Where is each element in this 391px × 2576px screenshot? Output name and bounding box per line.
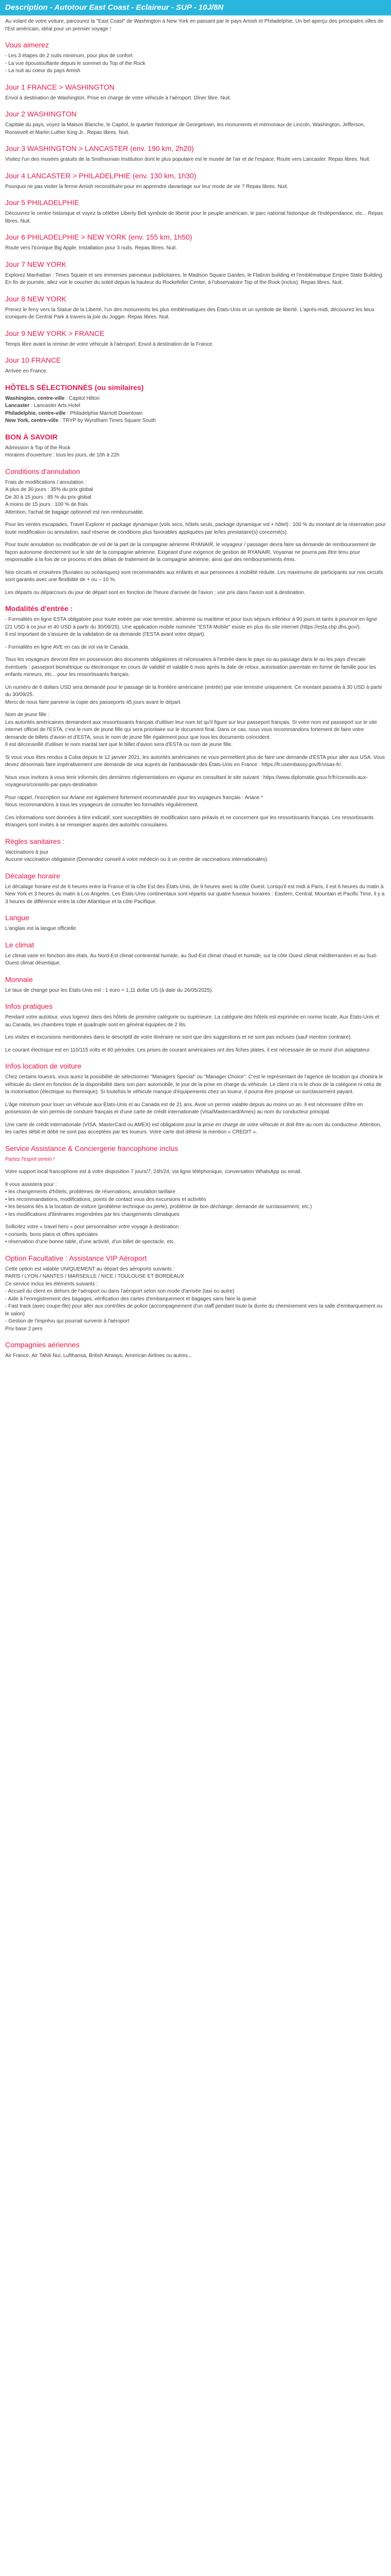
- option-heading: Option Facultative : Assistance VIP Aéroport: [5, 1253, 147, 1262]
- bon-a-savoir-heading: BON À SAVOIR: [5, 432, 58, 441]
- intro-text: Au volant de votre voiture, parcourez la "East Coast" de Washington à New York en passant par le pays Amish et Philadelphie. Un bel aperçu des principales villes de l'Est américain, idéal pour un premier voyage !: [5, 19, 384, 32]
- itinerary: [5, 82, 386, 376]
- compagnies-text: Air France, Air Tahiti Nui, Lufthansa, British Airways, American Airlines ou autres...: [5, 1353, 192, 1359]
- day-text: Route vers l'iconique Big Apple. Installation pour 3 nuits. Repas libres. Nuit.: [5, 245, 177, 251]
- formalites-paragraph: Un numéro de 6 dollars USD sera demandé pour le passage de la frontière américaine (entrée) par voie terrestre uniquement. Ce montant passera à 30 USD à partir du 30/09/25. Merci de nous faire parvenir la copie des passeports 45 jours avant le départ.: [5, 684, 382, 705]
- day-heading: Jour 1 FRANCE > WASHINGTON: [5, 82, 115, 91]
- day-heading: Jour 5 PHILADELPHIE: [5, 198, 79, 207]
- day-heading: Jour 10 FRANCE: [5, 356, 61, 364]
- day-heading: Jour 9 NEW YORK > FRANCE: [5, 329, 105, 337]
- hotels-list: [5, 395, 386, 425]
- day-text: Envol à destination de Washington. Prise en charge de votre véhicule à l'aéroport. Dîner libre. Nuit.: [5, 95, 231, 101]
- climat-text: Le climat varie en fonction des états. Au Nord-Est climat continental humide, au Sud-Est climat chaud et humide, sur la côte Ouest climat méditerranéen et au Sud-Ouest climat désertique.: [5, 953, 378, 966]
- location-paragraph: Chez certains loueurs, vous aurez la possibilité de sélectionner "Managers Special" ou "Manager Choice". C'est le représentant de l'agence de location qui choisira le véhicule du client en fonction de la disponibilité dans son parc automobile, le jour de la prise en charge du véhicule. Le client n'a ni le choix de la catégorie ni celui de la motorisation (électrique ou thermique). Si toutefois le véhicule manque d'équipements chez un loueur, il pourra être proposé un surclassement payant.: [5, 1074, 383, 1095]
- formalites-paragraph: - Formalités en ligne ESTA obligatoire pour toute entrée par voie terrestre, aérienne ou maritime et pour tous séjours inférieur à 90 jours et tarés à pourvoir en ligne (21 USD à ce jour et 40 USD à partir du 30/09/25). Une application mobile nommée "ESTA Mobile" existe en plus du site internet (https://esta.cbp.dhs.gov/). Il est important de s'assurer de la validation de sa demande (l'ESTA avant votre départ).: [5, 617, 378, 637]
- formalites-paragraph: Nom de jeune fille : Les autorités américaines demandent aux ressortissants français d'utiliser leur nom tel qu'il figure sur leur passeport français. Si votre nom est passeport sur le site internet officiel de l'ESTA, c'est le nom de jeune fille qui sera prioritaire sur le document final. Dans ce cas, nous vous recommandons fortement de faire votre demande de billets d'avion et d'ESTA, sous le nom de jeune fille également pour que tous les documents coïncident. Il est déconseillé d'utiliser le nom marital tant que le billet d'avion sera d'ESTA ou nom de jeune fille.: [5, 712, 377, 748]
- pratiques-paragraph: Le courant électrique est en 110/115 volts et 60 périodes. Les prises de courant américaines ont des fiches plates, il est nécessaire de se munir d'un adaptateur.: [5, 1047, 371, 1053]
- formalites-paragraph: Si vous vous êtes rendus à Cuba depuis le 12 janvier 2021, les autorités américaines ne vous permettent plus de faire une demande d'ESTA pour aller aux USA. Vous devez désormais faire impérativement une demande de visa auprès de l'ambassade des États-Unis en France : https://fr.usembassy.gov/fr/visas-fr/.: [5, 754, 385, 768]
- option-text: Cette option est valable UNIQUEMENT au départ des aéroports suivants : PARIS / LYON / NANTES / MARSEILLE / NICE / TOULOUSE ET BORDEAUX Ce service inclus les éléments suivants : - Accueil du client en dehors de l'aéroport ou dans l'aéroport selon son mode d'arrivée (taxi ou autre) - Aide à l'enregistrement des bagages, vérification des cartes d'embarquement et bagages sans faire la queue - Fast track (avec coupe-file) pour aller aux contrôles de police (accompagnement d'un staff pendant toute la durée du cheminement vers la salle d'embarquement ou le salon) - Gestion de l'imprévu qui pourrait survenir à l'aéroport Prix base 2 pers: [5, 1266, 383, 1332]
- day-heading: Jour 2 WASHINGTON: [5, 110, 77, 118]
- location-paragraph: Une carte de crédit internationale (VISA, MasterCard ou AMEX) est obligatoire pour la prise en charge de votre véhicule et doit être au nom du conducteur. Attention, les cartes débit et débit ne sont pas acceptées par les loueurs. Votre carte doit détenir la mention « CREDIT ».: [5, 1122, 382, 1135]
- pratiques-paragraph: Les visites et excursions mentionnées dans le descriptif de votre itinéraire ne sont que des suggestions et ne sont pas incluses (sauf mention contraire).: [5, 1035, 352, 1040]
- annulation-paragraph: Les départs ou déparcours du jour de départ sont en fonction de l'heure d'arrivée de l'avion ; voir prix dans l'avion soit à destination.: [5, 589, 305, 596]
- day-text: Pourquoi ne pas visiter la ferme Amish reconstituée pour en apprendre davantage sur leur mode de vie ? Repas libres. Nuit.: [5, 183, 288, 190]
- monnaie-text: Le taux de change pour les États-Unis est : 1 euro = 1,11 dollar US (à date du 26/05/2025).: [5, 987, 214, 993]
- horaire-text: Le décalage horaire est de 6 heures entre la France et la côte Est des États-Unis, de 9 heures avec la côte Ouest. Lorsqu'il est midi à Paris, il est 6 heures du matin à New York et 3 heures du matin à Los Angeles. Les États-Unis continentaux sont répartis sur quatre fuseaux horaires : Eastern, Central, Mountain et Pacific Time, il y a 3 heures de différence entre la côte Atlantique et la côte Pacifique.: [5, 884, 385, 905]
- day-text: Capitale du pays, voyez la Maison Blanche, le Capitol, le quartier historique de Georgetown, les monuments et mémoriaux de Lincoln, Washington, Jefferson, Roosevelt et Martin Luther King Jr.. Repas libres. Nuit.: [5, 122, 365, 135]
- day-heading: Jour 3 WASHINGTON > LANCASTER (env. 190 km, 2h20): [5, 144, 194, 152]
- annulation-paragraph: Pour les ventes escapades, Travel Explorer et package dynamique (vols secs, hôtels seuls, package dynamique vol + hôtel) : 100 % du montant de la réservation pour toute modification ou annulation, sauf réserve de conditions plus favorables appliquées par le/les prestataire(s) concerné(s).: [5, 522, 386, 535]
- langue-text: L'anglais est la langue officielle.: [5, 926, 78, 931]
- horaire-heading: Décalage horaire: [5, 871, 60, 880]
- hotel-item: Washington, centre-ville : Capitol Hilton: [5, 395, 100, 401]
- day-text: Temps libre avant la remise de votre véhicule à l'aéroport. Envol à destination de la France.: [5, 341, 214, 347]
- formalites-paragraph: - Formalités en ligne AVE en cas de vol via le Canada.: [5, 644, 129, 650]
- annulation-heading: Conditions d'annulation: [5, 467, 80, 476]
- bon-a-savoir-text: Admission à Top of the Rock Horaires d'ouverture : tous les jours, de 10h à 22h: [5, 445, 120, 458]
- annulation-fees: Frais de modifications / annulation : A plus de 30 jours : 35% du prix global De 30 à 15 jours : 85 % du prix global A moins de 15 jours : 100 % de frais Attention, l'achat de bagage optionnel est non remboursable.: [5, 479, 144, 515]
- service-list: Sollicitez votre « travel hero » pour personnaliser votre voyage à destination : • conseils, bons plans et offres spéciales • réservation d'une bonne table, d'une activité, d'un billet de spectacle, etc.: [5, 1224, 182, 1245]
- service-paragraph: Votre support local francophone est à votre disposition 7 jours/7, 24h/24, via ligne téléphonique, conversation WhatsApp ou email.: [5, 1169, 302, 1175]
- service-heading: Service Assistance & Conciergerie francophone inclus: [5, 1144, 178, 1153]
- hotel-item: New York, centre-ville : TRYP by Wyndham Times Square South: [5, 418, 156, 423]
- hotel-item: Philadelphie, centre-ville : Philadelphia Marriott Downtown: [5, 410, 143, 416]
- highlights-heading: Vous aimerez: [5, 41, 49, 49]
- hotel-item: Lancaster : Lancaster Arts Hotel: [5, 403, 80, 409]
- day-text: Explorez Manhattan : Times Square et ses immenses panneaux publicitaires, le Madison Square Garden, le Flatiron building et l'emblématique Empire State Building. En fin de journée, allez voir le coucher du soleil depuis la hauteur du Rockefeller Center, à l'observatoire Top of the Rock (inclus). Repas libres. Nuit.: [5, 272, 384, 285]
- annulation-paragraph: Nos circuits et croisières (fluviales ou océaniques) sont recommandés aux enfants et aux personnes à mobilité réduite. Les maximums de participants sur nos circuits sont garantis avec une flexibilité de + ou – 10 %.: [5, 569, 383, 583]
- formalites-paragraph: Ces informations sont données à titre indicatif, sont susceptibles de modification sans préavis et ne concernent que les ressortissants français. Les ressortissants étrangers sont invités à se renseigner auprès des autorités consulaires.: [5, 815, 374, 828]
- page-title-banner: [0, 0, 391, 15]
- formalites-paragraph: Tous les voyageurs devront être en possession des documents obligatoires et nécessaires à l'entrée dans le pays ou au passage dans le ou les pays d'escale éventuels : passeport biométrique ou électronique en cours de validité et valable 6 mois après la date de retour, autorisation parentale en forme de famille pour les enfants mineurs, etc... pour les ressortissants français.: [5, 657, 376, 677]
- formalites-heading: Modalités d'entrée :: [5, 604, 73, 613]
- day-text: Visitez l'un des musées gratuits de la Smithsonian Institution dont le plus populaire est le musée de l'air et de l'espace. Route vers Lancaster. Repas libres. Nuit.: [5, 157, 371, 162]
- day-text: Prenez le ferry vers la Statue de la Liberté, l'un des monuments les plus emblématiques des États-Unis et un symbole de liberté. L'après-midi, découvrez les lieux iconiques de Central Park à travers la joie du Jogger. Repas libres. Nuit.: [5, 307, 374, 320]
- location-heading: Infos location de voiture: [5, 1062, 82, 1070]
- pratiques-paragraph: Pendant votre autotour, vous logerez dans des hôtels de première catégorie ou supérieure. La catégorie des hôtels est exprimée en norme locale. Aux États-Unis et au Canada, les chambres triple et quadruple sont en général équipées de 2 lits.: [5, 1014, 380, 1028]
- monnaie-heading: Monnaie: [5, 975, 33, 984]
- day-heading: Jour 6 PHILADELPHIE > NEW YORK (env. 155 km, 1h50): [5, 233, 192, 241]
- list-item: - Les 3 étapes de 2 nuits minimum, pour plus de confort: [5, 53, 133, 59]
- climat-heading: Le climat: [5, 940, 35, 949]
- day-text: Découvrez le centre historique et voyez la célèbre Liberty Bell symbole de liberté pour le peuple américain, le parc national historique de l'Indépendance, etc... Repas libres. Nuit.: [5, 211, 383, 224]
- service-list: Il vous assistera pour : • les changements d'hôtels, problèmes de réservations, annulation tarifaire • les recommandations, modifications, points de contact vous des excursions et activités • les besoins liés à la location de voiture (problème technique ou perte), problème de bon déchange, demande de surclassement, etc.) • les modifications d'itinéraires engendrées par les changements climatiques: [5, 1181, 312, 1217]
- day-heading: Jour 8 NEW YORK: [5, 294, 67, 303]
- list-item: - La vue époustouflante depuis le sommet du Top of the Rock: [5, 60, 145, 66]
- sanitaire-heading: Règles sanitaires :: [5, 837, 65, 845]
- day-heading: Jour 7 NEW YORK: [5, 260, 67, 268]
- location-paragraph: L'âge minimum pour louer un véhicule aux États-Unis et au Canada est de 21 ans. Avoir un permis valable depuis au moins un an. Il est nécessaire d'être en possession de son permis de conduire français et d'une carte de crédit internationale (Visa/Mastercard/Amex) au nom du conducteur principal.: [5, 1101, 363, 1115]
- highlights-list: [5, 53, 386, 75]
- day-text: Arrivée en France.: [5, 368, 48, 374]
- formalites-paragraph: Pour rappel, l'inscription sur Ariane est également fortement recommandée pour les voyageurs français : Ariane * Nous recommandons à tous les voyageurs de consulter les formalités régulièrement.: [5, 794, 263, 808]
- compagnies-heading: Compagnies aériennes: [5, 1341, 79, 1349]
- langue-heading: Langue: [5, 913, 29, 922]
- formalites-paragraph: Nous vous invitons à vous tenir informés des dernières réglementations en vigueur en consultant le site suivant : https://www.diplomatie.gouv.fr/fr/conseils-aux-voyageurs/conseils-par-pays-destination: [5, 774, 368, 788]
- pratiques-heading: Infos pratiques: [5, 1002, 53, 1010]
- service-subtitle: Partez l'esprit serein !: [5, 1156, 55, 1162]
- list-item: - La nuit au coeur du pays Amish: [5, 68, 80, 74]
- main-content: [0, 15, 391, 1376]
- annulation-paragraph: Pour toute annulation ou modification de vol de la part de la compagnie aérienne RYANAIR, le voyageur / passager devra faire sa demande de remboursement de façon autonome directement sur le site de la compagnie aérienne. Exigeant d'une exigence de gestion de RYANAIR, Voyamar ne pourra pas être tenu pour responsable à la fois de ce process et des délais de traitement de la compagnie aérienne, ainsi que des remboursements émis.: [5, 542, 376, 563]
- sanitaire-text: Vaccinations à jour Aucune vaccination obligatoire (Demandez conseil à votre médecin ou à un centre de vaccinations internationales).: [5, 849, 269, 862]
- hotels-heading: HÔTELS SÉLECTIONNÉS (ou similaires): [5, 383, 144, 392]
- page-title: Description - Autotour East Coast - Eclaireur - SUP - 10J/8N: [5, 3, 224, 12]
- day-heading: Jour 4 LANCASTER > PHILADELPHIE (env. 130 km, 1h30): [5, 171, 197, 180]
